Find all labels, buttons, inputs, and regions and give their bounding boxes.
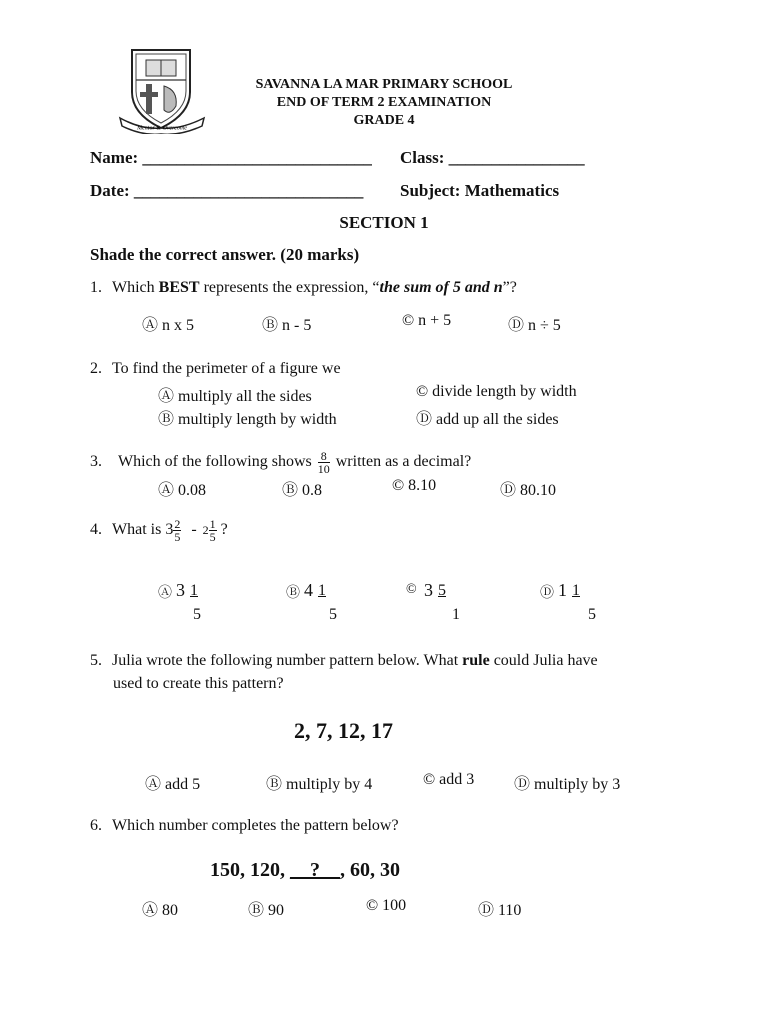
q4-text-post: ? <box>216 521 228 539</box>
option-whole: 4 <box>304 580 313 600</box>
minus-sign: - <box>191 521 197 539</box>
q5-text-bold: rule <box>462 652 490 669</box>
q5-option-c[interactable]: © add 3 <box>423 771 475 788</box>
school-crest-logo <box>112 44 212 134</box>
option-letter: Ⓑ <box>286 586 300 601</box>
q5-option-d[interactable]: Ⓓ multiply by 3 <box>514 776 621 793</box>
q5-option-b[interactable]: Ⓑ multiply by 4 <box>266 776 373 793</box>
q6-number-pattern <box>210 859 400 882</box>
q5-text-post: could Julia have <box>489 652 598 669</box>
exam-title: END OF TERM 2 EXAMINATION <box>276 95 492 110</box>
q1-option-a[interactable]: Ⓐ n x 5 <box>142 317 195 334</box>
q6-option-c[interactable]: © 100 <box>366 897 407 914</box>
q4-option-d[interactable] <box>540 582 610 626</box>
q4-fraction-1 <box>173 518 181 543</box>
q1-text-bold: BEST <box>158 279 200 296</box>
fraction-numerator: 2 <box>174 517 181 531</box>
q1-option-b[interactable]: Ⓑ n - 5 <box>262 317 312 334</box>
question-number: 5. <box>90 652 102 669</box>
q3-text-post: written as a decimal? <box>331 453 472 471</box>
question-number: 3. <box>90 453 102 471</box>
q1-text-italic: the sum of 5 and n <box>379 279 503 296</box>
q1-text-post: ”? <box>502 279 517 296</box>
name-field[interactable]: Name: ___________________________ <box>90 148 372 167</box>
q5-number-pattern: 2, 7, 12, 17 <box>294 718 393 743</box>
q4-option-a[interactable] <box>158 582 228 626</box>
question-6 <box>90 817 399 835</box>
fraction-numerator: 8 <box>318 450 330 463</box>
q4-text-pre: What is 3 <box>112 521 174 539</box>
option-denominator: 5 <box>193 606 201 623</box>
option-letter: Ⓐ <box>158 586 172 601</box>
q5-text-pre: Julia wrote the following number pattern below. What <box>112 652 463 669</box>
q3-text-pre: Which of the following shows <box>118 453 316 471</box>
subject-field: Subject: Mathematics <box>400 181 560 200</box>
school-name: SAVANNA LA MAR PRIMARY SCHOOL <box>255 77 513 92</box>
option-numerator: 1 <box>318 582 326 599</box>
instructions: Shade the correct answer. (20 marks) <box>90 245 360 264</box>
crest-motto: Mentor & Overcome <box>137 125 187 132</box>
q3-option-d[interactable]: Ⓓ 80.10 <box>500 482 557 499</box>
fraction-denominator: 5 <box>209 530 216 544</box>
option-numerator: 1 <box>572 582 580 599</box>
question-number: 1. <box>90 279 102 296</box>
q2-option-c[interactable]: © divide length by width <box>416 383 577 400</box>
question-4 <box>90 518 228 543</box>
q2-option-b[interactable]: Ⓑ multiply length by width <box>158 411 337 428</box>
q2-text: To find the perimeter of a figure we <box>112 360 341 377</box>
q1-text-pre: Which <box>112 279 159 296</box>
q1-option-d[interactable]: Ⓓ n ÷ 5 <box>508 317 561 334</box>
question-number: 6. <box>90 817 102 834</box>
grade-label: GRADE 4 <box>353 113 415 128</box>
q4-whole-2: 2 <box>202 523 209 538</box>
q3-option-a[interactable]: Ⓐ 0.08 <box>158 482 207 499</box>
question-number: 2. <box>90 360 102 377</box>
q6-option-d[interactable]: Ⓓ 110 <box>478 902 522 919</box>
q6-text: Which number completes the pattern below? <box>112 817 399 834</box>
question-1 <box>90 279 517 297</box>
option-whole: 3 <box>176 580 185 600</box>
question-5 <box>90 652 598 670</box>
q5-option-a[interactable]: Ⓐ add 5 <box>145 776 201 793</box>
option-letter: © <box>406 582 417 597</box>
option-whole: 3 <box>424 580 433 600</box>
fraction-denominator: 5 <box>174 530 181 544</box>
option-denominator: 1 <box>452 606 460 623</box>
q3-option-b[interactable]: Ⓑ 0.8 <box>282 482 323 499</box>
q4-option-c[interactable] <box>406 582 476 626</box>
question-number: 4. <box>90 521 102 539</box>
option-denominator: 5 <box>329 606 337 623</box>
q3-fraction <box>318 450 330 475</box>
q6-option-a[interactable]: Ⓐ 80 <box>142 902 179 919</box>
section-title: SECTION 1 <box>339 213 429 232</box>
q6-option-b[interactable]: Ⓑ 90 <box>248 902 285 919</box>
pattern-end: , 60, 30 <box>340 859 400 881</box>
option-letter: Ⓓ <box>540 586 554 601</box>
q1-option-c[interactable]: © n + 5 <box>402 312 452 329</box>
option-denominator: 5 <box>588 606 596 623</box>
option-numerator: 5 <box>438 582 446 599</box>
q4-option-b[interactable] <box>286 582 356 626</box>
pattern-start: 150, 120, <box>210 859 290 881</box>
fraction-numerator: 1 <box>209 517 216 531</box>
option-numerator: 1 <box>190 582 198 599</box>
question-3 <box>90 450 471 475</box>
date-field[interactable]: Date: ___________________________ <box>90 181 364 200</box>
q4-fraction-2 <box>209 518 217 543</box>
option-whole: 1 <box>558 580 567 600</box>
q1-text-mid: represents the expression, “ <box>199 279 380 296</box>
q3-option-c[interactable]: © 8.10 <box>392 477 437 494</box>
fraction-denominator: 10 <box>317 462 330 476</box>
class-field[interactable]: Class: ________________ <box>400 148 585 167</box>
q2-option-d[interactable]: Ⓓ add up all the sides <box>416 411 559 428</box>
question-2 <box>90 360 341 378</box>
q5-text-line2: used to create this pattern? <box>113 675 284 692</box>
pattern-blank: __?__ <box>290 859 340 881</box>
q2-option-a[interactable]: Ⓐ multiply all the sides <box>158 388 312 405</box>
